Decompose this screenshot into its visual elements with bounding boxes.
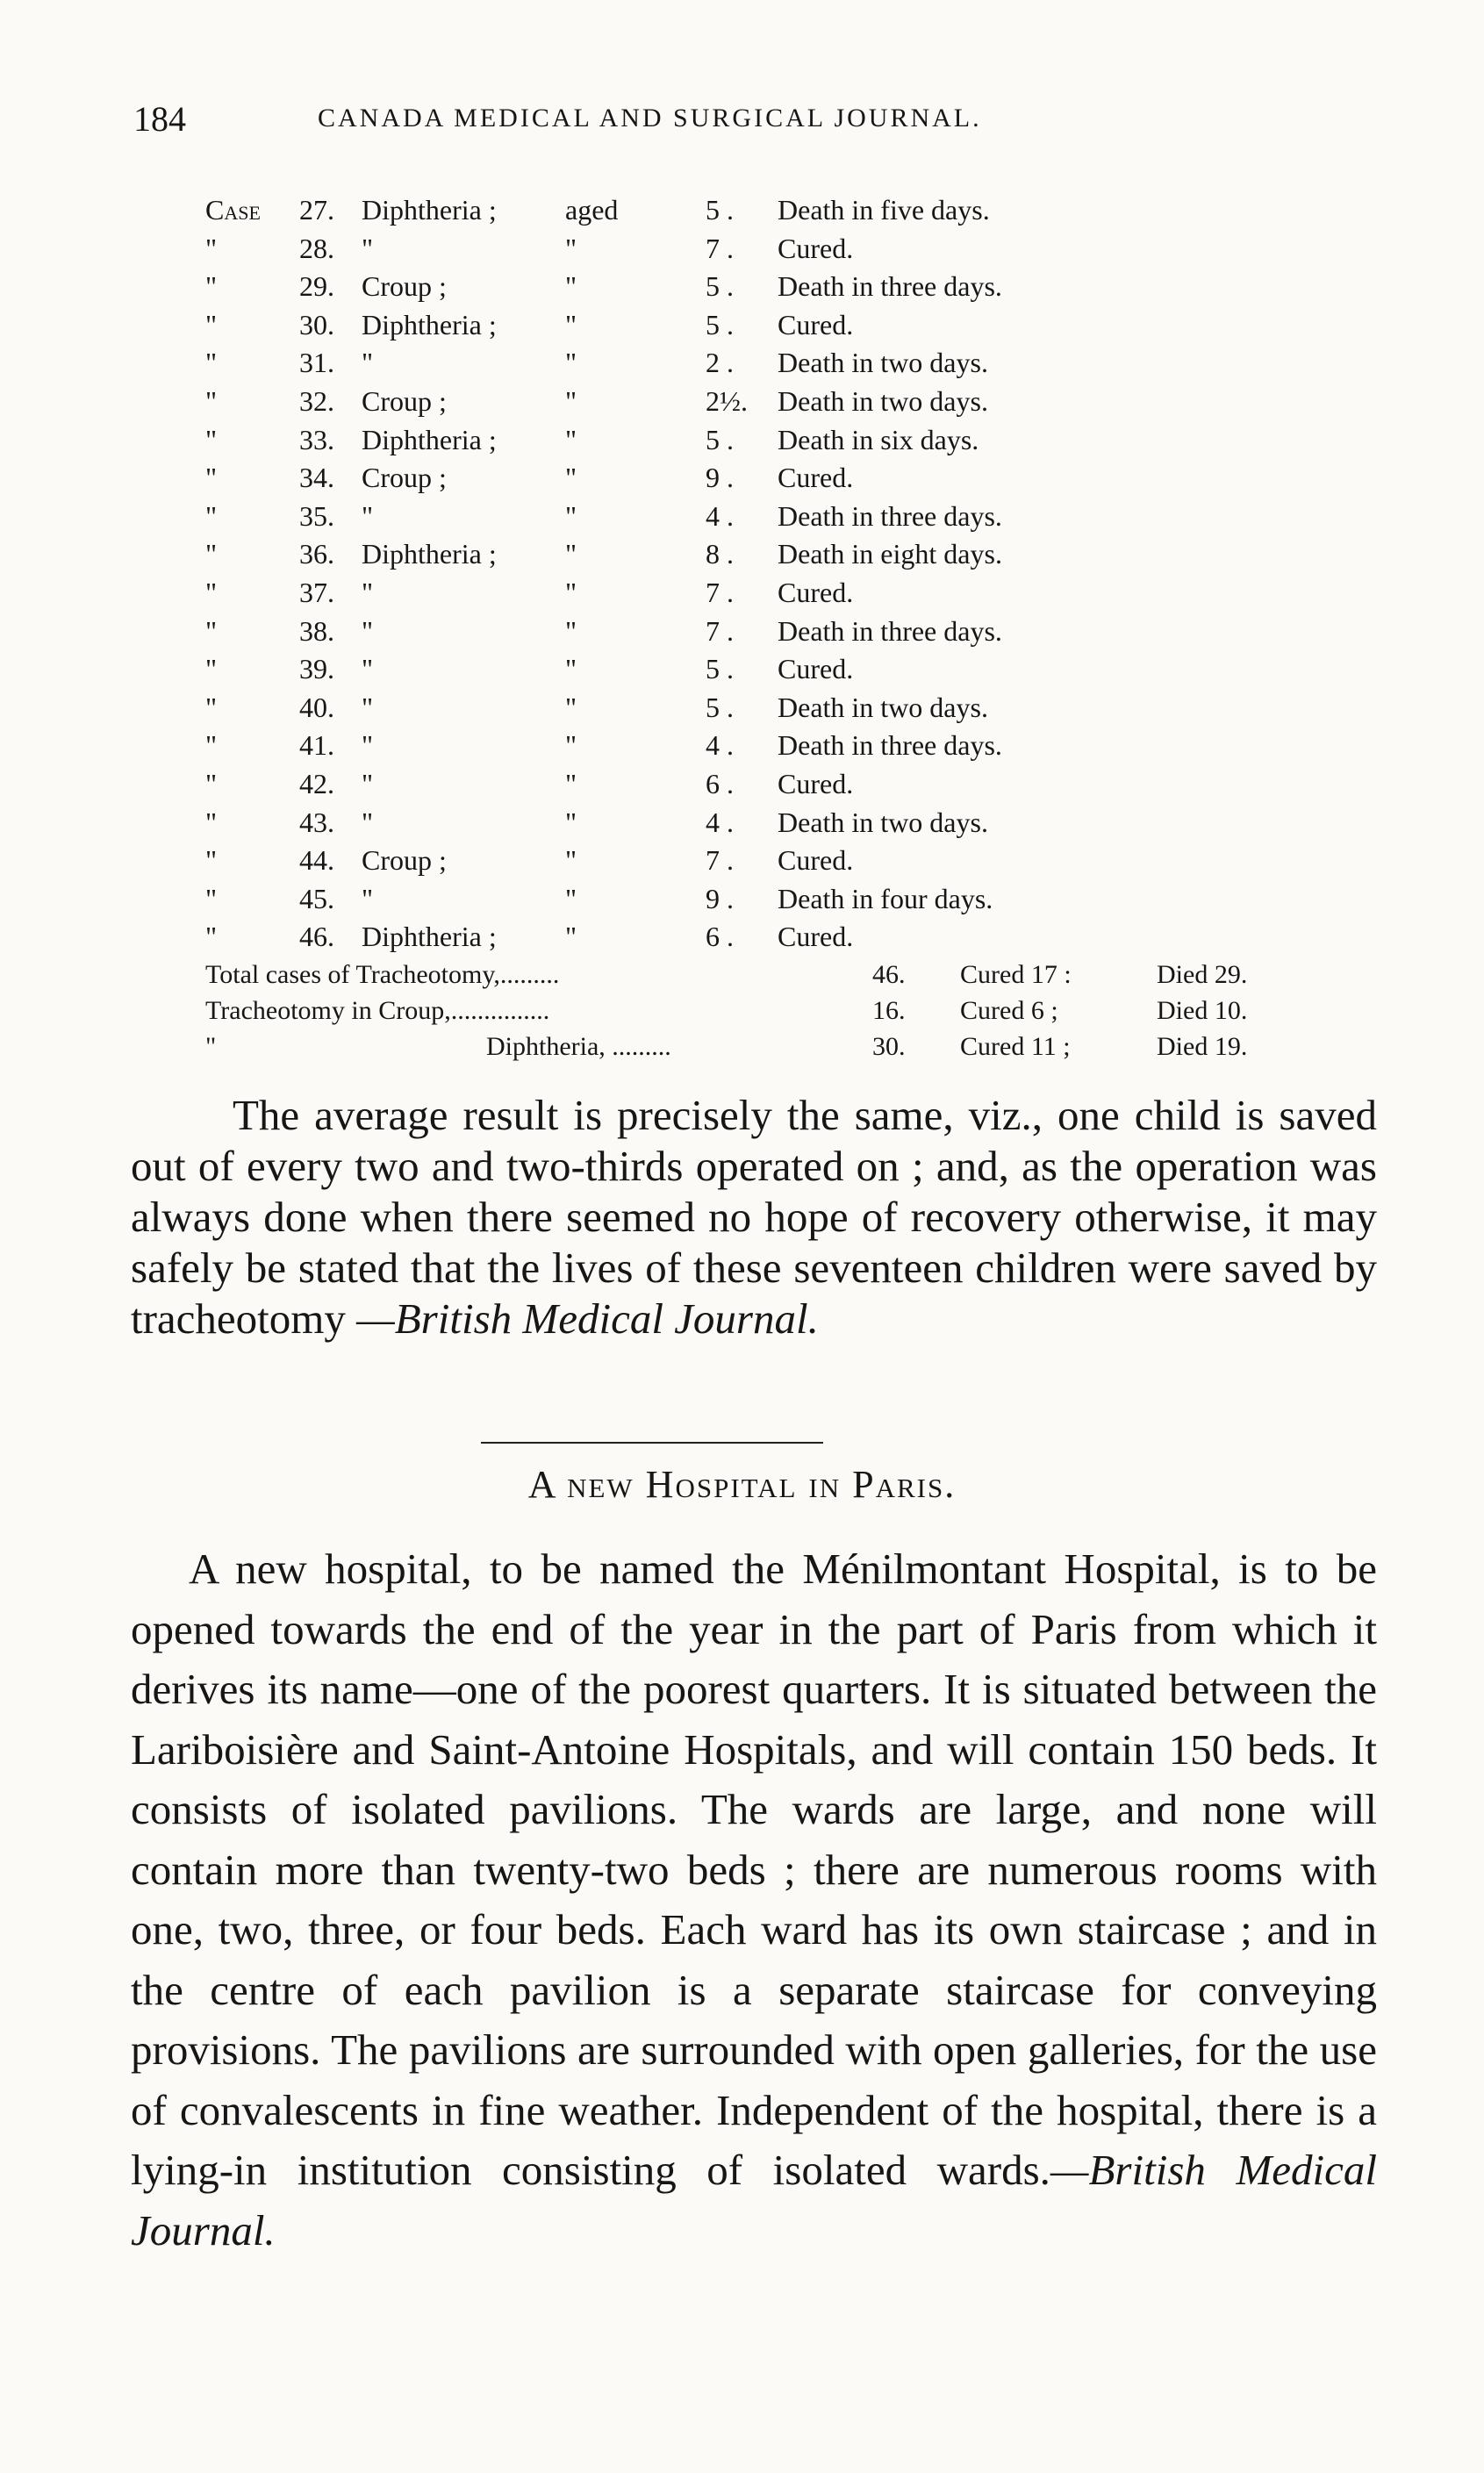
case-age: 7 . <box>706 232 734 264</box>
case-outcome: Death in six days. <box>778 423 979 455</box>
case-number: 42. <box>299 767 334 799</box>
case-age: 8 . <box>706 538 734 570</box>
case-age: 5 . <box>706 691 734 723</box>
case-outcome: Cured. <box>778 653 854 685</box>
case-age: 2½. <box>706 384 748 417</box>
case-disease: " <box>362 653 374 685</box>
journal-title: CANADA MEDICAL AND SURGICAL JOURNAL. <box>318 104 982 133</box>
case-age: 7 . <box>706 614 734 647</box>
case-aged: " <box>565 653 577 685</box>
totals-label: Tracheotomy in Croup,............... <box>205 995 550 1025</box>
case-row <box>205 344 1346 383</box>
case-number: 43. <box>299 806 334 838</box>
case-age: 5 . <box>706 653 734 685</box>
case-row <box>205 459 1346 498</box>
case-prefix: " <box>205 806 218 838</box>
case-row <box>205 306 1346 345</box>
case-number: 29. <box>299 270 334 303</box>
paragraph-text: A new hospital, to be named the Ménilmontant Hospital, is to be opened towards the end of the year in the part of Paris from which it derives its name—one of the poorest quarters. It is situated between the Lariboisière and Saint-Antoine Hospitals, and will contain 150 beds. It consists of isolated pavilions. The wards are large, and none will contain more than twenty-two beds ; there are numerous rooms with one, two, three, or four beds. Each ward has its own staircase ; and in the centre of each pavilion is a separate staircase for conveying provisions. The pavilions are surrounded with open galleries, for the use of convalescents in fine weather. Independent of the hospital, there is a lying-in institution consisting of isolated wards. <box>131 1545 1377 2194</box>
case-disease: Diphtheria ; <box>362 538 497 570</box>
case-age: 5 . <box>706 423 734 455</box>
case-disease: " <box>362 882 374 914</box>
case-age: 2 . <box>706 347 734 379</box>
page-number: 184 <box>133 99 186 139</box>
case-aged: " <box>565 462 577 494</box>
case-number: 28. <box>299 232 334 264</box>
case-prefix: " <box>205 308 218 340</box>
case-number: 33. <box>299 423 334 455</box>
case-outcome: Death in two days. <box>778 384 988 417</box>
case-number: 45. <box>299 882 334 914</box>
case-disease: Diphtheria ; <box>362 921 497 953</box>
totals-row <box>205 993 1346 1029</box>
case-aged: " <box>565 384 577 417</box>
totals-died: Died 19. <box>1157 1031 1248 1061</box>
case-age: 7 . <box>706 844 734 877</box>
case-row <box>205 689 1346 728</box>
totals-block <box>205 957 1346 1064</box>
case-row <box>205 498 1346 536</box>
case-prefix: " <box>205 921 218 953</box>
case-number: 27. <box>299 194 334 226</box>
case-disease: " <box>362 614 374 647</box>
case-disease: Diphtheria ; <box>362 194 497 226</box>
case-outcome: Death in three days. <box>778 729 1002 762</box>
case-row <box>205 842 1346 880</box>
case-disease: Croup ; <box>362 844 447 877</box>
totals-label: Total cases of Tracheotomy,......... <box>205 959 560 989</box>
case-number: 36. <box>299 538 334 570</box>
totals-cured: Cured 11 ; <box>960 1031 1071 1061</box>
case-aged: aged <box>565 194 619 226</box>
case-age: 6 . <box>706 921 734 953</box>
case-table <box>205 191 1346 1064</box>
totals-row <box>205 1029 1346 1064</box>
case-outcome: Death in two days. <box>778 806 988 838</box>
case-row <box>205 191 1346 230</box>
case-age: 4 . <box>706 729 734 762</box>
case-disease: Croup ; <box>362 462 447 494</box>
case-row <box>205 804 1346 842</box>
case-row <box>205 383 1346 421</box>
case-prefix: " <box>205 423 218 455</box>
case-prefix: " <box>205 767 218 799</box>
case-outcome: Death in two days. <box>778 691 988 723</box>
case-prefix: " <box>205 882 218 914</box>
case-disease: " <box>362 691 374 723</box>
source-citation: —British Medical Journal. <box>356 1294 819 1343</box>
totals-label-secondary: Diphtheria, ......... <box>486 1031 671 1061</box>
case-outcome: Cured. <box>778 576 854 608</box>
case-prefix: " <box>205 462 218 494</box>
case-row <box>205 535 1346 574</box>
case-row <box>205 268 1346 306</box>
totals-row <box>205 957 1346 993</box>
case-number: 40. <box>299 691 334 723</box>
case-disease: Diphtheria ; <box>362 308 497 340</box>
case-number: 38. <box>299 614 334 647</box>
paragraph-new-hospital <box>131 1539 1377 2261</box>
case-row <box>205 421 1346 460</box>
case-number: 37. <box>299 576 334 608</box>
case-row <box>205 230 1346 269</box>
case-age: 4 . <box>706 806 734 838</box>
case-disease: Diphtheria ; <box>362 423 497 455</box>
case-aged: " <box>565 347 577 379</box>
source-citation: —British Medical Journal. <box>131 2146 1377 2254</box>
section-heading: A new Hospital in Paris. <box>527 1463 957 1506</box>
totals-label: " <box>205 1031 217 1061</box>
case-aged: " <box>565 576 577 608</box>
case-age: 5 . <box>706 194 734 226</box>
case-row <box>205 765 1346 804</box>
case-number: 32. <box>299 384 334 417</box>
case-disease: " <box>362 499 374 532</box>
case-aged: " <box>565 270 577 303</box>
case-age: 5 . <box>706 308 734 340</box>
case-outcome: Death in eight days. <box>778 538 1002 570</box>
case-prefix: " <box>205 232 218 264</box>
case-prefix: Case <box>205 194 261 226</box>
case-aged: " <box>565 232 577 264</box>
case-aged: " <box>565 844 577 877</box>
case-age: 7 . <box>706 576 734 608</box>
paragraph-tracheotomy-result <box>131 1090 1377 1344</box>
case-aged: " <box>565 423 577 455</box>
case-aged: " <box>565 499 577 532</box>
totals-count: 30. <box>872 1031 906 1061</box>
case-row <box>205 574 1346 613</box>
case-row <box>205 727 1346 765</box>
case-number: 46. <box>299 921 334 953</box>
case-aged: " <box>565 614 577 647</box>
case-aged: " <box>565 767 577 799</box>
case-outcome: Cured. <box>778 308 854 340</box>
case-disease: Croup ; <box>362 270 447 303</box>
case-number: 30. <box>299 308 334 340</box>
case-number: 39. <box>299 653 334 685</box>
case-outcome: Cured. <box>778 462 854 494</box>
case-aged: " <box>565 308 577 340</box>
case-prefix: " <box>205 653 218 685</box>
case-outcome: Cured. <box>778 921 854 953</box>
case-row <box>205 880 1346 919</box>
case-prefix: " <box>205 499 218 532</box>
case-row <box>205 650 1346 689</box>
case-prefix: " <box>205 347 218 379</box>
case-number: 31. <box>299 347 334 379</box>
case-age: 4 . <box>706 499 734 532</box>
case-disease: " <box>362 576 374 608</box>
case-prefix: " <box>205 384 218 417</box>
section-divider <box>481 1442 823 1444</box>
totals-count: 16. <box>872 995 906 1025</box>
totals-died: Died 10. <box>1157 995 1248 1025</box>
case-disease: " <box>362 767 374 799</box>
case-prefix: " <box>205 576 218 608</box>
case-disease: " <box>362 347 374 379</box>
case-age: 5 . <box>706 270 734 303</box>
case-number: 41. <box>299 729 334 762</box>
case-outcome: Death in three days. <box>778 499 1002 532</box>
case-outcome: Cured. <box>778 767 854 799</box>
case-age: 9 . <box>706 882 734 914</box>
case-disease: " <box>362 729 374 762</box>
case-prefix: " <box>205 538 218 570</box>
case-age: 9 . <box>706 462 734 494</box>
case-outcome: Death in three days. <box>778 270 1002 303</box>
case-disease: " <box>362 806 374 838</box>
case-aged: " <box>565 691 577 723</box>
case-aged: " <box>565 882 577 914</box>
totals-cured: Cured 17 : <box>960 959 1072 989</box>
case-outcome: Death in three days. <box>778 614 1002 647</box>
case-number: 35. <box>299 499 334 532</box>
case-disease: " <box>362 232 374 264</box>
case-prefix: " <box>205 729 218 762</box>
case-aged: " <box>565 729 577 762</box>
case-prefix: " <box>205 270 218 303</box>
case-row <box>205 918 1346 957</box>
case-number: 44. <box>299 844 334 877</box>
case-prefix: " <box>205 844 218 877</box>
case-outcome: Death in two days. <box>778 347 988 379</box>
case-outcome: Death in five days. <box>778 194 990 226</box>
case-prefix: " <box>205 614 218 647</box>
case-number: 34. <box>299 462 334 494</box>
case-disease: Croup ; <box>362 384 447 417</box>
case-row <box>205 613 1346 651</box>
totals-died: Died 29. <box>1157 959 1248 989</box>
case-aged: " <box>565 921 577 953</box>
running-head <box>133 98 1406 151</box>
totals-count: 46. <box>872 959 906 989</box>
case-aged: " <box>565 538 577 570</box>
case-aged: " <box>565 806 577 838</box>
case-prefix: " <box>205 691 218 723</box>
paragraph-text: The average result is precisely the same, viz., one child is saved out of every two and two-thirds operated on ; and, as the operation was always done when there seemed no hope of recovery otherwise, it may safely be stated that the lives of these seventeen children were saved by tracheotomy <box>131 1091 1377 1343</box>
case-outcome: Cured. <box>778 844 854 877</box>
totals-cured: Cured 6 ; <box>960 995 1058 1025</box>
case-age: 6 . <box>706 767 734 799</box>
case-outcome: Cured. <box>778 232 854 264</box>
case-rows <box>205 191 1346 957</box>
case-outcome: Death in four days. <box>778 882 993 914</box>
